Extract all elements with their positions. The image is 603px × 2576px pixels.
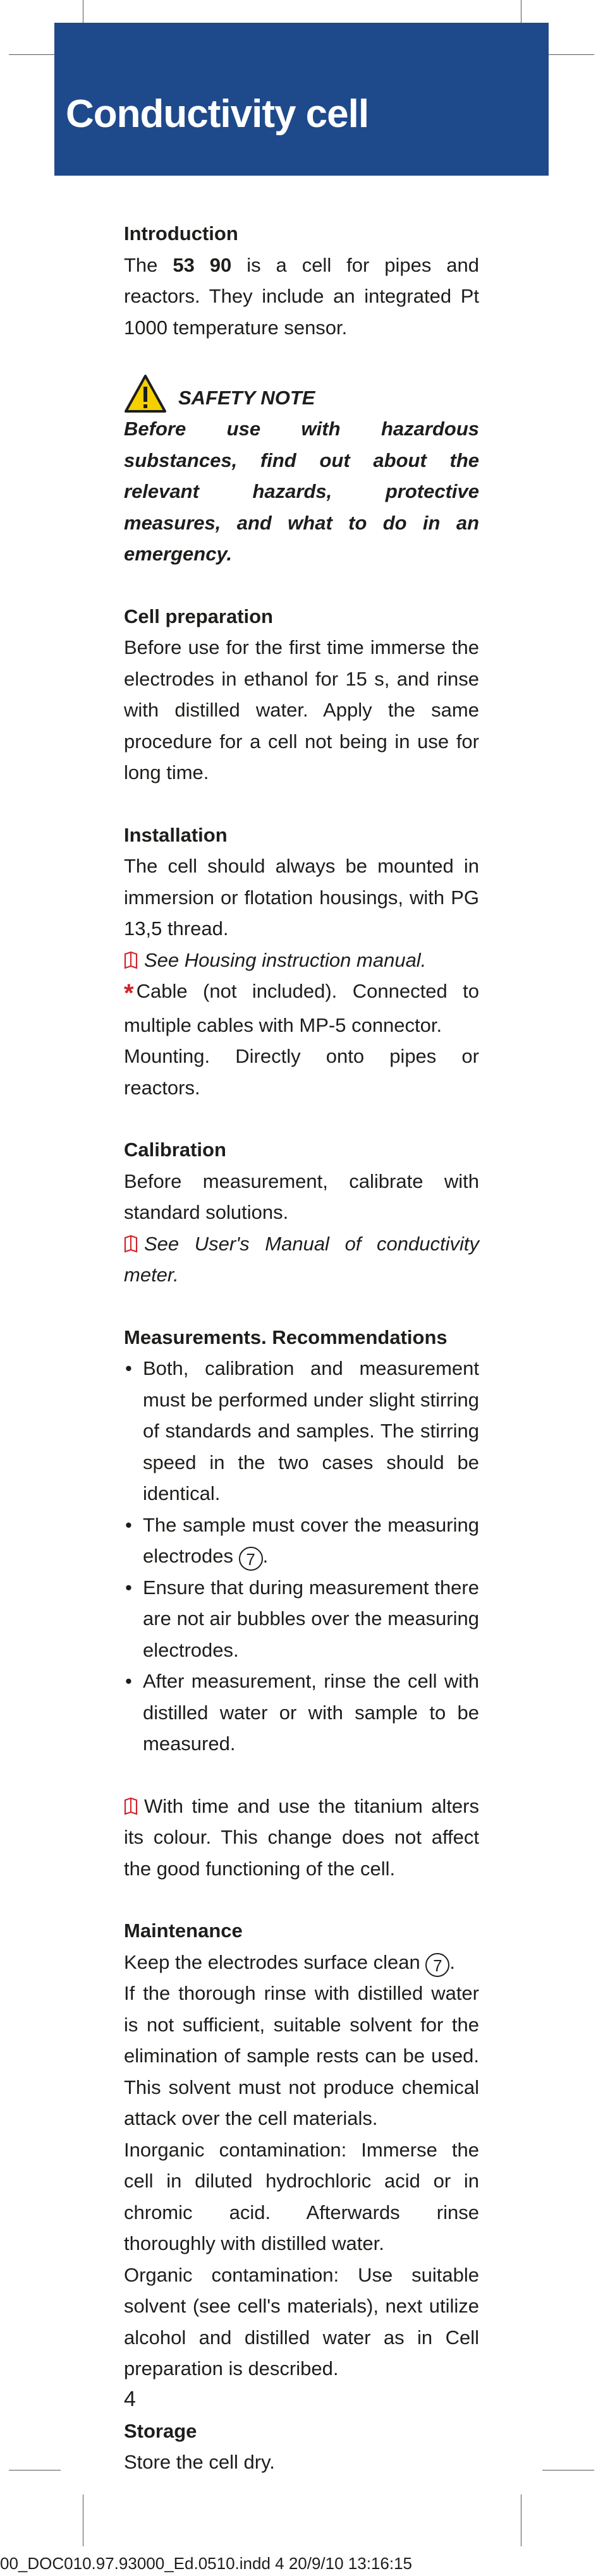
model-number: 53 90 [173, 253, 232, 276]
maintenance-rinse-text: If the thorough rinse with distilled water is not sufficient, suitable solvent for the elimination of sample rests can be used. This solvent must not produce chemical attack over the cell materials. [124, 1982, 479, 2129]
safety-title: SAFETY NOTE [178, 386, 315, 409]
maintenance-heading: Maintenance [124, 1920, 243, 1942]
manual-icon [124, 1235, 138, 1253]
circled-number: 7 [239, 1547, 263, 1571]
installation-text: The cell should always be mounted in immersion or flotation housings, with PG 13,5 thread. [124, 855, 479, 940]
safety-text: Before use with hazardous substances, find out about the relevant hazards, protective measures, and what to do in an emergency. [124, 418, 479, 565]
print-footer: 00_DOC010.97.93000_Ed.0510.indd 4 20/9/10 13:16:15 [0, 2554, 412, 2573]
housing-note: See Housing instruction manual. [124, 945, 479, 976]
list-item: • After measurement, rinse the cell with distilled water or with sample to be measured. [124, 1666, 479, 1760]
asterisk-icon: * [124, 979, 134, 1007]
preparation-heading: Cell preparation [124, 605, 273, 627]
list-item: • Ensure that during measurement there are not air bubbles over the measuring electrodes. [124, 1572, 479, 1666]
mounting-text: Mounting. Directly onto pipes or reactors. [124, 1045, 479, 1099]
maintenance-section [124, 1915, 479, 2385]
storage-heading: Storage [124, 2419, 197, 2442]
installation-heading: Installation [124, 823, 228, 846]
measurements-heading: Measurements. Recommendations [124, 1326, 448, 1348]
preparation-section [124, 601, 479, 789]
recommendations-list [124, 1353, 479, 1760]
introduction-section [124, 218, 479, 343]
preparation-text: Before use for the first time immerse the electrodes in ethanol for 15 s, and rinse with distilled water. Apply the same procedure for a cell not being in use for long time. [124, 636, 479, 783]
calibration-note: See User's Manual of conductivity meter. [124, 1232, 479, 1286]
inorganic-contamination-text: Inorganic contamination: Immerse the cell in diluted hydrochloric acid or in chromic acid. Afterwards rinse thoroughly with distilled water. [124, 2138, 479, 2254]
list-item: • Both, calibration and measurement must be performed under slight stirring of standards and samples. The stirring speed in the two cases should be identical. [124, 1353, 479, 1509]
circled-number: 7 [425, 1953, 449, 1977]
introduction-text: The 53 90 is a cell for pipes and reactors. They include an integrated Pt 1000 temperature sensor. [124, 253, 480, 339]
list-item: • The sample must cover the measuring electrodes 7 . [124, 1509, 479, 1572]
manual-icon [124, 1798, 138, 1815]
crop-mark [9, 54, 61, 55]
calibration-section [124, 1134, 479, 1291]
cable-text: * Cable (not included). Connected to multiple cables with MP-5 connector. [124, 979, 479, 1036]
warning-triangle-icon [124, 374, 167, 413]
measurements-section [124, 1322, 479, 1760]
organic-contamination-text: Organic contamination: Use suitable solvent (see cell's materials), next utilize alcohol and distilled water as in Cell preparation is described. [124, 2263, 479, 2379]
titanium-note: With time and use the titanium alters its colour. This change does not affect the good functioning of the cell. [124, 1794, 479, 1880]
page-title: Conductivity cell [66, 92, 369, 136]
calibration-heading: Calibration [124, 1139, 226, 1161]
calibration-text: Before measurement, calibrate with standard solutions. [124, 1170, 479, 1223]
installation-section [124, 819, 479, 1104]
storage-text: Store the cell dry. [124, 2451, 275, 2473]
introduction-heading: Introduction [124, 222, 238, 245]
maintenance-keep-text: Keep the electrodes surface clean 7 . [124, 1947, 479, 1978]
titanium-note-section [124, 1791, 479, 1885]
manual-icon [124, 952, 138, 969]
storage-section [124, 2416, 479, 2478]
safety-section [124, 374, 479, 570]
safety-title-row [124, 374, 479, 413]
crop-mark [542, 54, 594, 55]
document-body [124, 218, 479, 2509]
page-number: 4 [124, 2387, 136, 2411]
